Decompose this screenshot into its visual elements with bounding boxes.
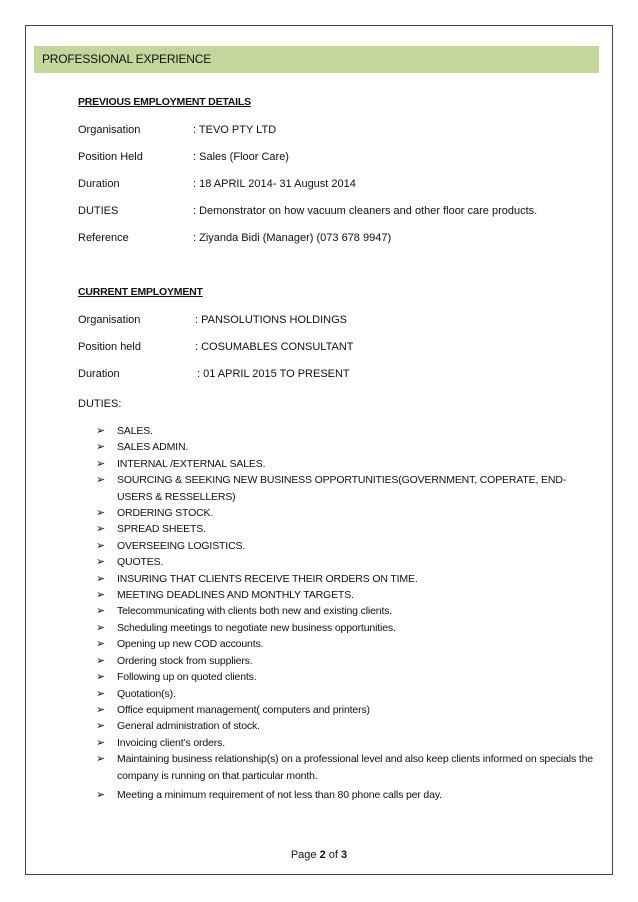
- field-label: Position Held: [78, 151, 143, 163]
- list-item-text: OVERSEEING LOGISTICS.: [117, 539, 246, 552]
- field-value: : Ziyanda Bidi (Manager) (073 678 9947): [193, 232, 392, 244]
- arrowhead-bullet-icon: ➢: [96, 523, 106, 536]
- arrowhead-bullet-icon: ➢: [96, 621, 106, 634]
- list-item: [96, 603, 596, 619]
- current-employment-heading: CURRENT EMPLOYMENT: [78, 286, 203, 298]
- field-label: Organisation: [78, 124, 141, 136]
- list-item-text: ORDERING STOCK.: [117, 507, 214, 520]
- arrowhead-bullet-icon: ➢: [96, 638, 106, 651]
- list-item-text: Invoicing client’s orders.: [117, 736, 225, 749]
- list-item-text: Maintaining business relationship(s) on a professional level and also keep clients informed on specials the company is running on that particular month.: [117, 753, 593, 782]
- field-value: : PANSOLUTIONS HOLDINGS: [195, 314, 347, 326]
- list-item: [96, 669, 596, 685]
- list-item-text: INTERNAL /EXTERNAL SALES.: [117, 457, 266, 470]
- arrowhead-bullet-icon: ➢: [96, 457, 106, 470]
- list-item: [96, 571, 596, 587]
- list-item-text: Quotation(s).: [117, 687, 176, 700]
- arrowhead-bullet-icon: ➢: [96, 687, 106, 700]
- list-item-text: Telecommunicating with clients both new and existing clients.: [117, 605, 393, 618]
- arrowhead-bullet-icon: ➢: [96, 556, 106, 569]
- arrowhead-bullet-icon: ➢: [96, 753, 106, 766]
- list-item-text: SOURCING & SEEKING NEW BUSINESS OPPORTUNITIES(GOVERNMENT, COPERATE, END-USERS & RESSELLERS): [117, 474, 567, 503]
- list-item: [96, 686, 596, 702]
- arrowhead-bullet-icon: ➢: [96, 736, 106, 749]
- arrowhead-bullet-icon: ➢: [96, 572, 106, 585]
- arrowhead-bullet-icon: ➢: [96, 507, 106, 520]
- list-item: [96, 620, 596, 636]
- arrowhead-bullet-icon: ➢: [96, 703, 106, 716]
- field-label: Duration: [78, 178, 120, 190]
- list-item-text: MEETING DEADLINES AND MONTHLY TARGETS.: [117, 589, 354, 602]
- field-value: : 18 APRIL 2014- 31 August 2014: [193, 178, 356, 190]
- section-title: PROFESSIONAL EXPERIENCE: [42, 52, 212, 66]
- arrowhead-bullet-icon: ➢: [96, 474, 106, 487]
- arrowhead-bullet-icon: ➢: [96, 605, 106, 618]
- field-label: Duration: [78, 368, 120, 380]
- list-item-text: Following up on quoted clients.: [117, 671, 257, 684]
- list-item-text: QUOTES.: [117, 556, 164, 569]
- list-item: [96, 538, 596, 554]
- list-item: [96, 787, 596, 803]
- previous-employment-heading: PREVIOUS EMPLOYMENT DETAILS: [78, 96, 251, 108]
- list-item-text: SALES.: [117, 425, 153, 437]
- list-item: [96, 521, 596, 537]
- field-value: : TEVO PTY LTD: [193, 124, 277, 136]
- list-item-text: SPREAD SHEETS.: [117, 523, 206, 536]
- list-item: [96, 505, 596, 521]
- list-item: [96, 472, 596, 505]
- duties-label: DUTIES:: [78, 398, 122, 410]
- list-item: [96, 423, 596, 439]
- arrowhead-bullet-icon: ➢: [96, 788, 106, 801]
- page-number-middle: of: [325, 849, 342, 861]
- field-value: : COSUMABLES CONSULTANT: [195, 341, 354, 353]
- list-item-text: SALES ADMIN.: [117, 441, 189, 454]
- duties-list: [96, 423, 596, 803]
- list-item: [96, 554, 596, 570]
- list-item-text: Meeting a minimum requirement of not less than 80 phone calls per day.: [117, 788, 442, 801]
- page-footer: [0, 849, 638, 861]
- list-item: [96, 735, 596, 751]
- list-item-text: Office equipment management( computers and printers): [117, 703, 370, 716]
- list-item: [96, 439, 596, 455]
- page-number-current: 2: [319, 849, 326, 861]
- field-value: : 01 APRIL 2015 TO PRESENT: [197, 368, 350, 380]
- list-item-text: Opening up new COD accounts.: [117, 638, 264, 651]
- section-header: [34, 46, 599, 73]
- page-number-prefix: Page: [290, 849, 320, 861]
- page-number-total: 3: [341, 849, 348, 861]
- arrowhead-bullet-icon: ➢: [96, 671, 106, 684]
- list-item: [96, 718, 596, 734]
- list-item: [96, 456, 596, 472]
- list-item: [96, 751, 596, 784]
- list-item: [96, 653, 596, 669]
- field-value: : Demonstrator on how vacuum cleaners and other floor care products.: [193, 205, 538, 217]
- arrowhead-bullet-icon: ➢: [96, 539, 106, 552]
- arrowhead-bullet-icon: ➢: [96, 654, 106, 667]
- list-item-text: INSURING THAT CLIENTS RECEIVE THEIR ORDERS ON TIME.: [117, 572, 418, 585]
- list-item-text: General administration of stock.: [117, 720, 260, 733]
- arrowhead-bullet-icon: ➢: [96, 720, 106, 733]
- arrowhead-bullet-icon: ➢: [96, 425, 106, 437]
- field-label: Organisation: [78, 314, 141, 326]
- field-label: Position held: [78, 341, 141, 353]
- field-value: : Sales (Floor Care): [193, 151, 289, 163]
- list-item-text: Ordering stock from suppliers.: [117, 654, 253, 667]
- field-label: DUTIES: [78, 205, 119, 217]
- arrowhead-bullet-icon: ➢: [96, 441, 106, 454]
- field-label: Reference: [78, 232, 129, 244]
- list-item-text: Scheduling meetings to negotiate new business opportunities.: [117, 621, 396, 634]
- list-item: [96, 587, 596, 603]
- list-item: [96, 702, 596, 718]
- arrowhead-bullet-icon: ➢: [96, 589, 106, 602]
- list-item: [96, 636, 596, 652]
